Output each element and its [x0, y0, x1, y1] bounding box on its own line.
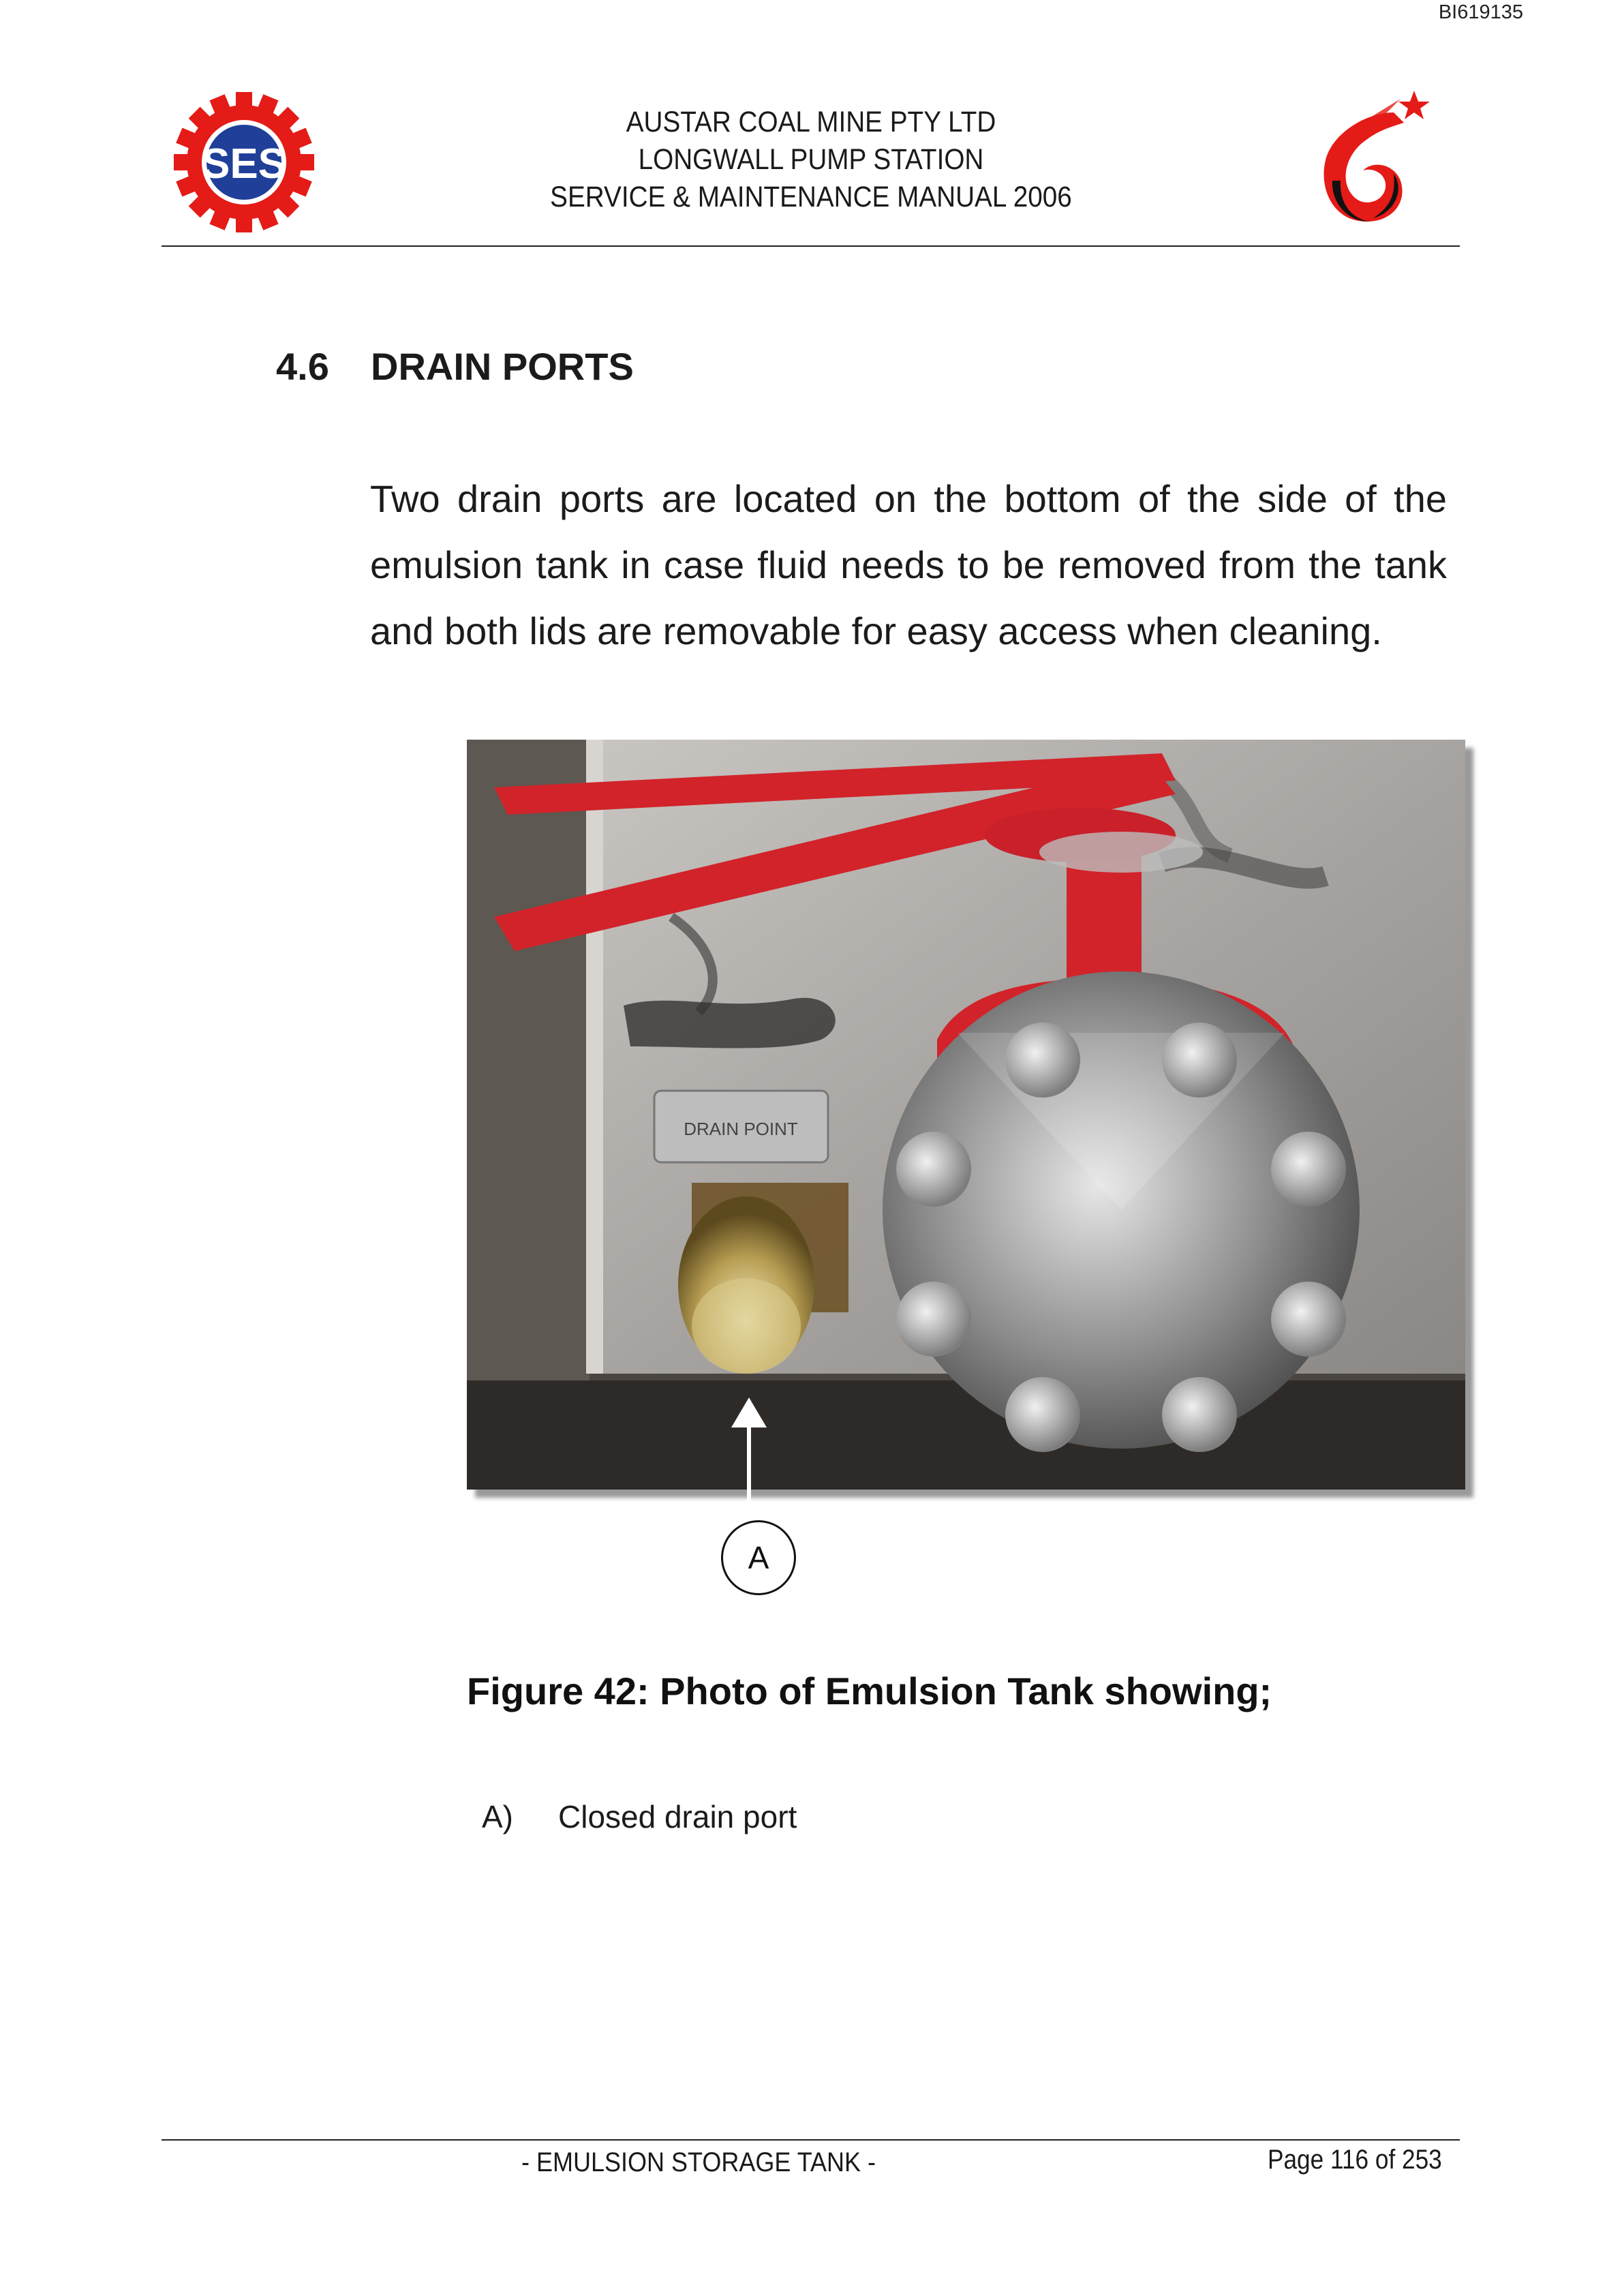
legend-text: Closed drain port — [558, 1799, 797, 1834]
drain-point-plate-label: DRAIN POINT — [684, 1119, 798, 1139]
document-id: BI619135 — [1438, 1, 1523, 23]
section-number: 4.6 — [276, 345, 329, 388]
footer-rule — [162, 2139, 1460, 2141]
callout-arrow-head — [731, 1398, 767, 1428]
flame-star-logo — [1291, 85, 1438, 232]
header-rule — [162, 245, 1460, 247]
figure-legend-item — [482, 1798, 797, 1835]
section-heading — [276, 344, 634, 389]
section-title: DRAIN PORTS — [371, 345, 634, 388]
legend-key: A) — [482, 1799, 513, 1834]
emulsion-tank-photo — [467, 740, 1465, 1490]
ses-logo-text: SES — [201, 140, 287, 187]
header-company: AUSTAR COAL MINE PTY LTD — [626, 106, 996, 138]
callout-a: A — [721, 1520, 796, 1595]
page-number: Page 116 of 253 — [1268, 2145, 1442, 2175]
callout-arrow-line — [747, 1425, 751, 1507]
header-manual: SERVICE & MAINTENANCE MANUAL 2006 — [550, 181, 1072, 213]
figure-caption: Figure 42: Photo of Emulsion Tank showing; — [467, 1670, 1272, 1712]
footer-title: - EMULSION STORAGE TANK - — [521, 2147, 876, 2177]
header-project: LONGWALL PUMP STATION — [638, 143, 984, 176]
section-body: Two drain ports are located on the bottom of the side of the emulsion tank in case fluid needs to be removed from the tank and both lids are removable for easy access when cleaning. — [370, 477, 1447, 652]
